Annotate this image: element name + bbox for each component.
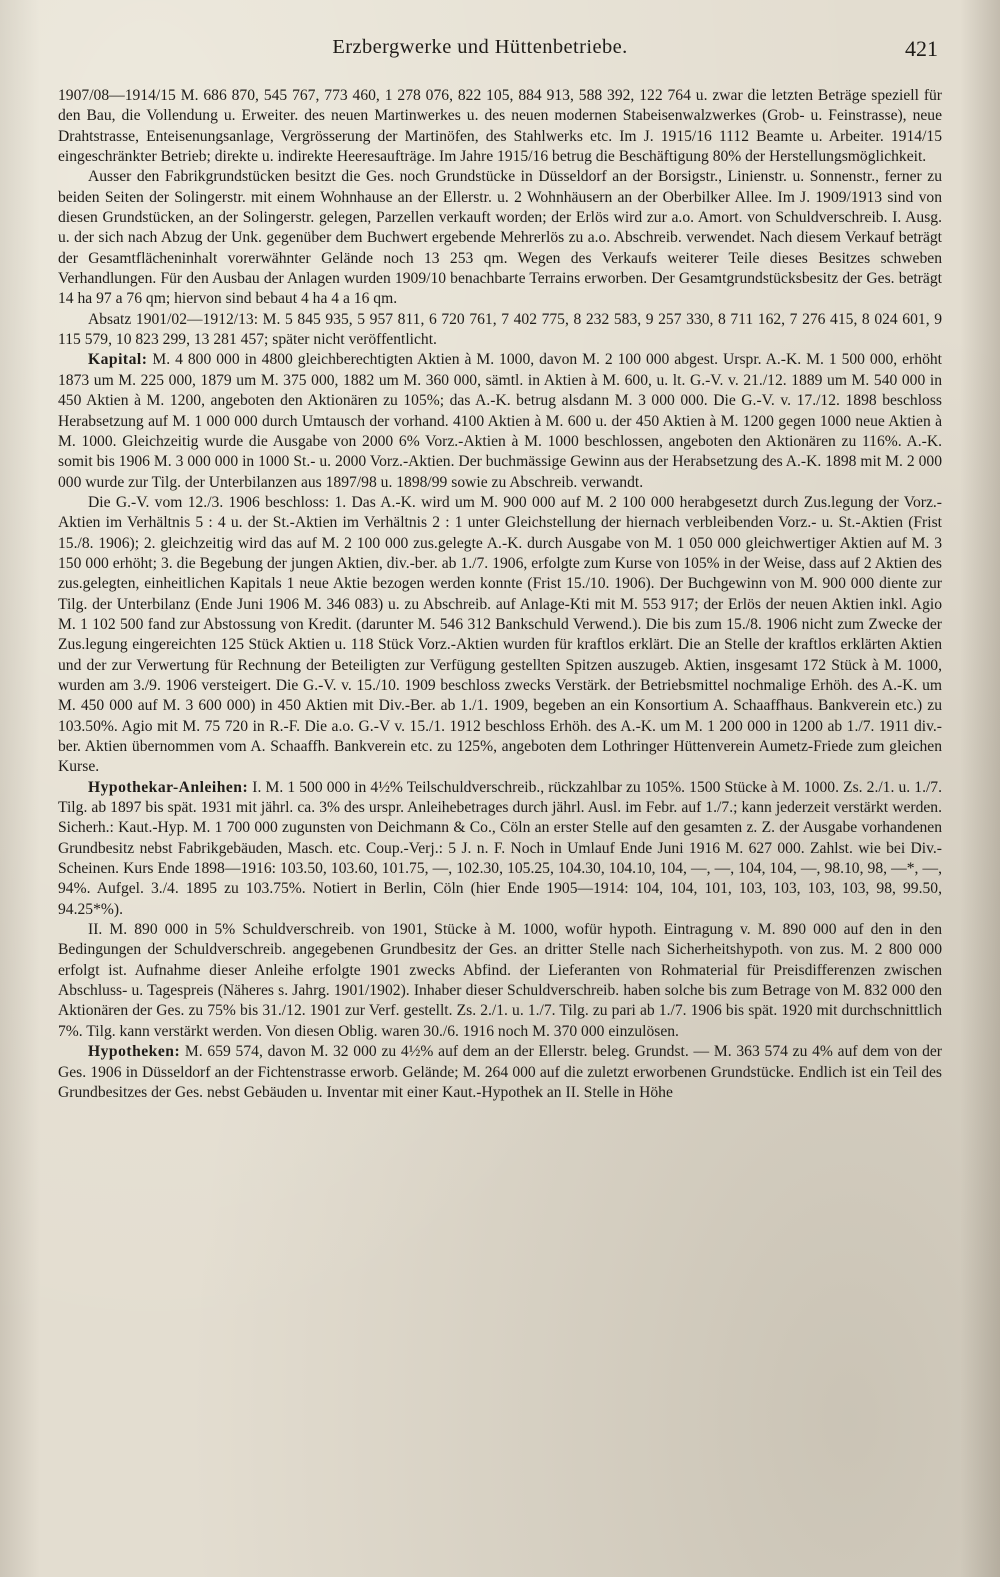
paragraph-bond-ii (58, 920, 942, 1042)
paragraph-text: I. M. 1 500 000 in 4½% Teilschuldverschreib., rückzahlbar zu 105%. 1500 Stücke à M. 1000. Zs. 2./1. u. 1./7. Tilg. ab 1897 bis spät. 1931 mit jährl. ca. 3% des urspr. Anleihebetrages durch jährl. Ausl. im Febr. auf 1./7.; kann jederzeit verstärkt werden. Sicherh.: Kaut.-Hyp. M. 1 700 000 zugunsten von Deichmann & Co., Cöln an erster Stelle auf den gesamten z. Z. der Ausgabe vorhandenen Grundbesitz nebst Fabrikgebäuden, Masch. etc. Coup.-Verj.: 5 J. n. F. Noch in Umlauf Ende Juni 1916 M. 627 000. Zahlst. wie bei Div.-Scheinen. Kurs Ende 1898—1916: 103.50, 103.60, 101.75, —, 102.30, 105.25, 104.30, 104.10, 104, —, —, 104, 104, —, 98.10, 98, —*, —, 94%. Aufgel. 3./4. 1895 zu 103.75%. Notiert in Berlin, Cöln (hier Ende 1905—1914: 104, 104, 101, 103, 103, 103, 103, 98, 99.50, 94.25*%). (58, 778, 942, 918)
paragraph-text: II. M. 890 000 in 5% Schuldverschreib. von 1901, Stücke à M. 1000, wofür hypoth. Eintragung v. M. 890 000 auf den in den Bedingungen der Schuldverschreib. angegebenen Grundbesitz der Ges. an dritter Stelle nach Sicherheitshypoth. von zus. M. 2 800 000 erfolgt ist. Aufnahme dieser Anleihe erfolgte 1901 zwecks Abfind. der Lieferanten von Rohmaterial für Preisdifferenzen zwischen Abschluss- u. Tagespreis (Näheres s. Jahrg. 1901/1902). Inhaber dieser Schuldverschreib. haben solche bis zum Betrage von M. 832 000 den Aktionären der Ges. zu 75% bis 31./12. 1901 zur Verf. gestellt. Zs. 2./1. u. 1./7. Tilg. zu pari ab 1./7. 1906 bis spät. 1920 mit durchschnittlich 7%. Tilg. kann verstärkt werden. Von diesen Oblig. waren 30./6. 1916 noch M. 370 000 einzulösen. (58, 921, 942, 1040)
paragraph-mortgage-bonds (58, 778, 942, 920)
running-title: Erzbergwerke und Hüttenbetriebe. (332, 36, 628, 58)
paragraph-production-figures (58, 86, 942, 167)
paragraph-mortgages (58, 1042, 942, 1103)
section-heading: Hypotheken: (88, 1043, 181, 1061)
paragraph-general-meeting (58, 493, 942, 778)
paragraph-text: Absatz 1901/02—1912/13: M. 5 845 935, 5 957 811, 6 720 761, 7 402 775, 8 232 583, 9 257 330, 8 711 162, 7 276 415, 8 024 601, 9 115 579, 10 823 299, 13 281 457; später nicht veröffentlicht. (58, 310, 942, 349)
paragraph-text: Die G.-V. vom 12./3. 1906 beschloss: 1. Das A.-K. wird um M. 900 000 auf M. 2 100 000 herabgesetzt durch Zus.legung der Vorz.-Aktien im Verhältnis 5 : 4 u. der St.-Aktien im Verhältnis 2 : 1 unter Gleichstellung der hiernach verbleibenden Vorz.- u. St.-Aktien (Frist 15./8. 1906); 2. gleichzeitig wird das auf M. 2 100 000 zus.gelegte A.-K. durch Ausgabe von M. 1 050 000 gleichwertiger Aktien auf M. 3 150 000 erhöht; 3. die Begebung der jungen Aktien, div.-ber. ab 1./7. 1906, erfolgte zum Kurse von 105% in der Weise, dass auf 2 Aktien des zus.gelegten, einheitlichen Kapitals 1 neue Aktie bezogen werden konnte (Frist 15./10. 1906). Der Buchgewinn von M. 900 000 diente zur Tilg. der Unterbilanz (Ende Juni 1906 M. 346 083) u. zu Abschreib. auf Anlage-Kti mit M. 553 917; der Erlös der neuen Aktien inkl. Agio M. 1 102 500 fand zur Abstossung von Kredit. (darunter M. 546 312 Bankschuld Verwend.). Die bis zum 15./8. 1906 nicht zum Zwecke der Zus.legung eingereichten 125 Stück Aktien u. 118 Stück Vorz.-Aktien wurden für kraftlos erklärt. Die an Stelle der kraftlos erklärten Aktien und der zur Verwertung für Rechnung der Beteiligten zur Verfügung gestellten Spitzen auszugeb. Aktien, insgesamt 172 Stück à M. 1000, wurden am 3./9. 1906 versteigert. Die G.-V. v. 15./10. 1909 beschloss zwecks Verstärk. der Betriebsmittel nochmalige Erhöh. des A.-K. um M. 450 000 auf M. 3 600 000) in 450 Aktien mit Div.-Ber. ab 1./1. 1909, begeben an ein Konsortium A. Schaaffhaus. Bankverein etc.) zu 103.50%. Agio mit M. 75 720 in R.-F. Die a.o. G.-V v. 15./1. 1912 beschloss Erhöh. des A.-K. um M. 1 200 000 in 1200 ab 1./7. 1911 div.-ber. Aktien übernommen vom A. Schaaffh. Bankverein etc. zu 125%, angeboten dem Lothringer Hüttenverein Aumetz-Friede zum gleichen Kurse. (58, 493, 942, 776)
page-number: 421 (905, 36, 938, 61)
section-heading: Hypothekar-Anleihen: (88, 778, 249, 796)
running-head (0, 36, 1000, 66)
paragraph-text: 1907/08—1914/15 M. 686 870, 545 767, 773 460, 1 278 076, 822 105, 884 913, 588 392, 122 764 u. zwar die letzten Beträge speziell für den Bau, die Vollendung u. Erweiter. des neuen Martinwerkes u. des neuen modernen Stabeisenwalzwerkes (Grob- u. Feinstrasse), neue Drahtstrasse, Enteisenungsanlage, Vergrösserung der Martinöfen, des Stahlwerks etc. Im J. 1915/16 1112 Beamte u. Arbeiter. 1914/15 eingeschränkter Betrieb; direkte u. indirekte Heeresaufträge. Im Jahre 1915/16 betrug die Beschäftigung 80% der Herstellungsmöglichkeit. (58, 87, 942, 166)
paragraph-text: M. 4 800 000 in 4800 gleichberechtigten Aktien à M. 1000, davon M. 2 100 000 abgest. Urspr. A.-K. M. 1 500 000, erhöht 1873 um M. 225 000, 1879 um M. 375 000, 1882 um M. 360 000, sämtl. in Aktien à M. 600, u. lt. G.-V. v. 21./12. 1889 um M. 540 000 in 450 Aktien à M. 1200, angeboten den Aktionären zu 105%; das A.-K. betrug alsdann M. 3 000 000. Die G.-V. v. 17./12. 1898 beschloss Herabsetzung auf M. 1 000 000 durch Umtausch der vorhand. 4100 Aktien à M. 600 u. der 450 Aktien à M. 1200 gegen 1000 neue Aktien à M. 1000. Gleichzeitig wurde die Ausgabe von 2000 6% Vorz.-Aktien à M. 1000 beschlossen, angeboten den Aktionären zu 116%. A.-K. somit bis 1906 M. 3 000 000 in 1000 St.- u. 2000 Vorz.-Aktien. Der buchmässige Gewinn aus der Herabsetzung des A.-K. 1898 mit M. 2 000 000 wurde zur Tilg. der Unterbilanzen aus 1897/98 u. 1898/99 sowie zu Abschreib. verwandt. (58, 351, 942, 491)
section-heading: Kapital: (88, 351, 148, 369)
paragraph-text: Ausser den Fabrikgrundstücken besitzt die Ges. noch Grundstücke in Düsseldorf an der Borsigstr., Linienstr. u. Sonnenstr., ferner zu beiden Seiten der Solingerstr. mit einem Wohnhause an der Ellerstr. u. 2 Wohnhäusern an der Oberbilker Allee. Im J. 1909/1913 sind von diesen Grundstücken, an der Solingerstr. gelegen, Parzellen verkauft worden; der Erlös wird zur a.o. Amort. von Schuldverschreib. I. Ausg. u. der sich nach Abzug der Unk. gegenüber dem Buchwert ergebende Mehrerlös zu a.o. Abschreib. verwendet. Nach diesem Verkauf beträgt der Gesamtflächeninhalt vorerwähnter Gelände noch 13 253 qm. Wegen des Verkaufs weiterer Teile dieses Besitzes schweben Verhandlungen. Für den Ausbau der Anlagen wurden 1909/10 benachbarte Terrains erworben. Der Gesamtgrundstücksbesitz der Ges. beträgt 14 ha 97 a 76 qm; hiervon sind bebaut 4 ha 4 a 16 qm. (58, 168, 942, 308)
text-body (58, 86, 942, 1103)
paragraph-capital (58, 350, 942, 492)
paragraph-text: M. 659 574, davon M. 32 000 zu 4½% auf dem an der Ellerstr. beleg. Grundst. — M. 363 574 zu 4% auf dem von der Ges. 1906 in Düsseldorf an der Fichtenstrasse erworb. Gelände; M. 264 000 auf die zuletzt erworbenen Grundstücke. Endlich ist ein Teil des Grundbesitzes der Ges. nebst Gebäuden u. Inventar mit einer Kaut.-Hypothek an II. Stelle in Höhe (58, 1043, 942, 1101)
paragraph-sales (58, 310, 942, 351)
paragraph-property (58, 167, 942, 309)
